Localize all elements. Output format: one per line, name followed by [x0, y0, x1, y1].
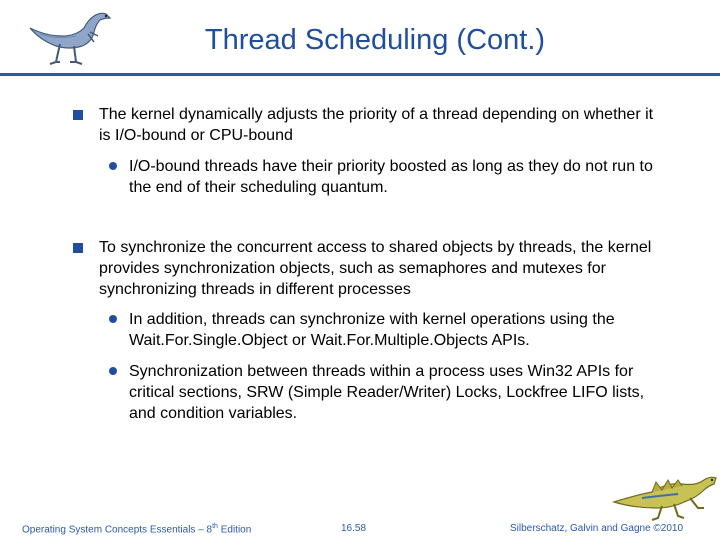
title-divider	[0, 73, 720, 76]
round-bullet-icon	[109, 367, 117, 375]
bullet-text: To synchronize the concurrent access to shared objects by threads, the kernel provides synchronization objects, such as semaphores and mutexes for synchronizing threads in different processes	[99, 239, 652, 298]
sub-bullet-text: I/O-bound threads have their priority boosted as long as they do not run to the end of their scheduling quantum.	[129, 158, 653, 196]
round-bullet-icon	[109, 315, 117, 323]
sub-bullet-text: Synchronization between threads within a process uses Win32 APIs for critical sections, SRW (Simple Reader/Writer) Locks, Lockfree LIFO lists, and condition variables.	[129, 363, 645, 422]
square-bullet-icon	[73, 243, 83, 253]
footer-left: Operating System Concepts Essentials – 8th Edition	[22, 523, 252, 536]
footer-page-number: 16.58	[341, 523, 367, 534]
footer-right: Silberschatz, Galvin and Gagne ©2010	[510, 523, 684, 534]
dinosaur-crawling-icon	[612, 462, 718, 522]
sub-bullet-text: In addition, threads can synchronize with kernel operations using the Wait.For.Single.Object or Wait.For.Multiple.Objects APIs.	[129, 311, 615, 349]
bullet-text: The kernel dynamically adjusts the priority of a thread depending on whether it is I/O-bound or CPU-bound	[99, 106, 654, 144]
round-bullet-icon	[109, 162, 117, 170]
square-bullet-icon	[73, 110, 83, 120]
slide-title: Thread Scheduling (Cont.)	[204, 24, 546, 56]
